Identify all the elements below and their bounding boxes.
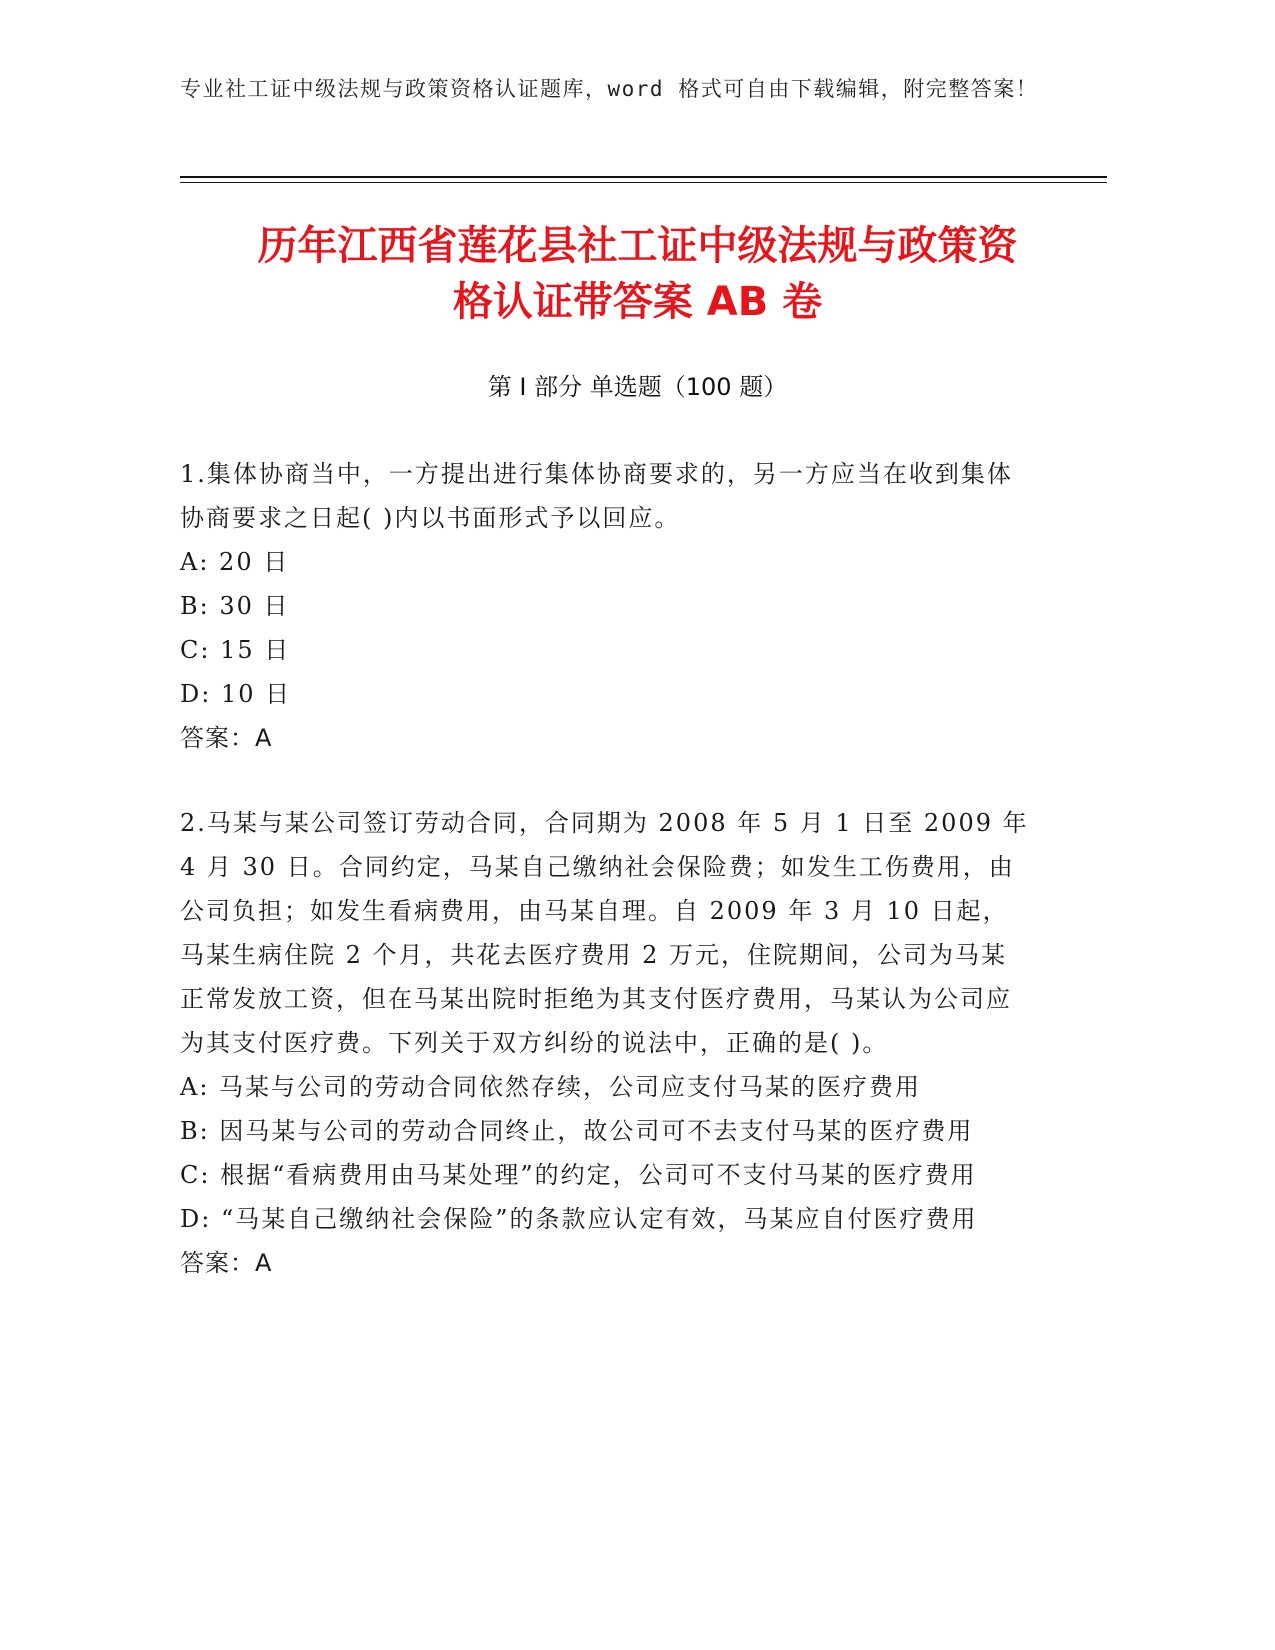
option-b: B: 30 日 (180, 592, 290, 620)
document-title-line2: 格认证带答案 AB 卷 (452, 279, 823, 325)
document-title-line1: 历年江西省莲花县社工证中级法规与政策资 (257, 223, 1018, 269)
option-d: D: “马某自己缴纳社会保险”的条款应认定有效，马某应自付医疗费用 (180, 1205, 978, 1233)
answer: 答案：A (180, 724, 273, 752)
document-title (150, 218, 1125, 330)
option-a: A: 20 日 (180, 548, 290, 576)
question-stem: 2.马某与某公司签订劳动合同，合同期为 2008 年 5 月 1 日至 2009 年 4 月 30 日。合同约定，马某自己缴纳社会保险费；如发生工伤费用，由公司负担；如发生看病费用，由马某自理。自 2009 年 3 月 10 日起，马某生病住院 2 个月，共花去医疗费用 2 万元，住院期间，公司为马某正常发放工资，但在马某出院时拒绝为其支付医疗费用，马某认为公司应为其支付医疗费。下列关于双方纠纷的说法中，正确的是( )。 (180, 809, 1029, 1057)
question-1 (180, 452, 1030, 760)
section-heading: 第 I 部分 单选题（100 题） (487, 373, 788, 401)
answer: 答案：A (180, 1249, 273, 1277)
option-c: C: 15 日 (180, 636, 291, 664)
option-a: A: 马某与公司的劳动合同依然存续，公司应支付马某的医疗费用 (180, 1073, 922, 1101)
header-note: 专业社工证中级法规与政策资格认证题库，word 格式可自由下载编辑，附完整答案！ (180, 77, 1039, 101)
option-c: C: 根据“看病费用由马某处理”的约定，公司可不支付马某的医疗费用 (180, 1161, 977, 1189)
question-2 (180, 801, 1030, 1285)
option-d: D: 10 日 (180, 680, 292, 708)
header-divider (180, 176, 1107, 178)
option-b: B: 因马某与公司的劳动合同终止，故公司可不去支付马某的医疗费用 (180, 1117, 974, 1145)
header-divider-thin (180, 182, 1107, 183)
question-stem: 1.集体协商当中，一方提出进行集体协商要求的，另一方应当在收到集体协商要求之日起( )内以书面形式予以回应。 (180, 460, 1013, 532)
